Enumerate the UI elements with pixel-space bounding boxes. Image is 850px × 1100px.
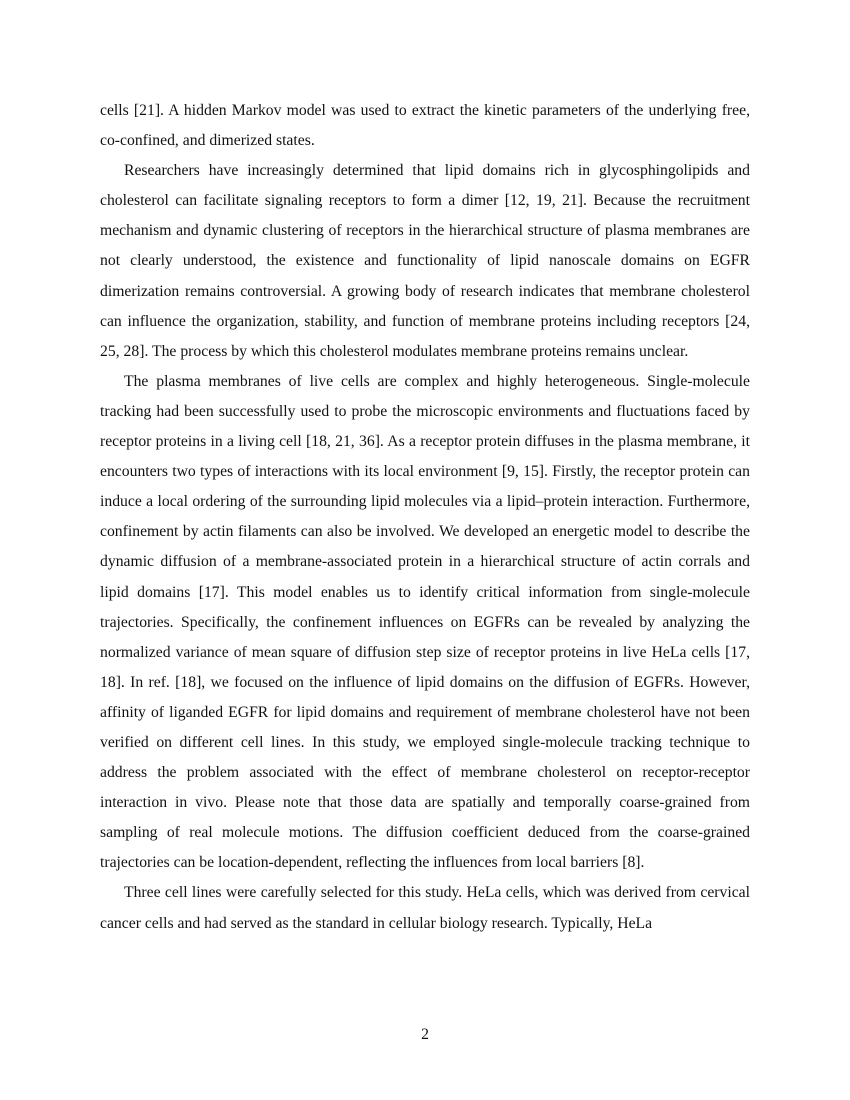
page-number: 2 (421, 1026, 429, 1043)
paragraph-plasma-membranes: The plasma membranes of live cells are complex and highly heterogeneous. Single-molecule tracking had been successfully used to probe the microscopic environments and fluctuations faced by receptor proteins in a living cell [18, 21, 36]. As a receptor protein diffuses in the plasma membrane, it encounters two types of interactions with its local environment [9, 15]. Firstly, the receptor protein can induce a local ordering of the surrounding lipid molecules via a lipid–protein interaction. Furthermore, confinement by actin filaments can also be involved. We developed an energetic model to describe the dynamic diffusion of a membrane-associated protein in a hierarchical structure of actin corrals and lipid domains [17]. This model enables us to identify critical information from single-molecule trajectories. Specifically, the confinement influences on EGFRs can be revealed by analyzing the normalized variance of mean square of diffusion step size of receptor proteins in live HeLa cells [17, 18]. In ref. [18], we focused on the influence of lipid domains on the diffusion of EGFRs. However, affinity of liganded EGFR for lipid domains and requirement of membrane cholesterol have not been verified on different cell lines. In this study, we employed single-molecule tracking technique to address the problem associated with the effect of membrane cholesterol on receptor-receptor interaction in vivo. Please note that those data are spatially and temporally coarse-grained from sampling of real molecule motions. The diffusion coefficient deduced from the coarse-grained trajectories can be location-dependent, reflecting the influences from local barriers [8]. (100, 372, 750, 872)
page-body (100, 96, 750, 939)
paragraph-continuation: cells [21]. A hidden Markov model was used to extract the kinetic parameters of the underlying free, co-confined, and dimerized states. (100, 102, 750, 150)
paragraph-cell-lines: Three cell lines were carefully selected for this study. HeLa cells, which was derived from cervical cancer cells and had served as the standard in cellular biology research. Typically, HeLa (100, 884, 750, 932)
paragraph-lipid-domains: Researchers have increasingly determined that lipid domains rich in glycosphingolipids and cholesterol can facilitate signaling receptors to form a dimer [12, 19, 21]. Because the recruitment mechanism and dynamic clustering of receptors in the hierarchical structure of plasma membranes are not clearly understood, the existence and functionality of lipid nanoscale domains on EGFR dimerization remains controversial. A growing body of research indicates that membrane cholesterol can influence the organization, stability, and function of membrane proteins including receptors [24, 25, 28]. The process by which this cholesterol modulates membrane proteins remains unclear. (100, 162, 750, 360)
